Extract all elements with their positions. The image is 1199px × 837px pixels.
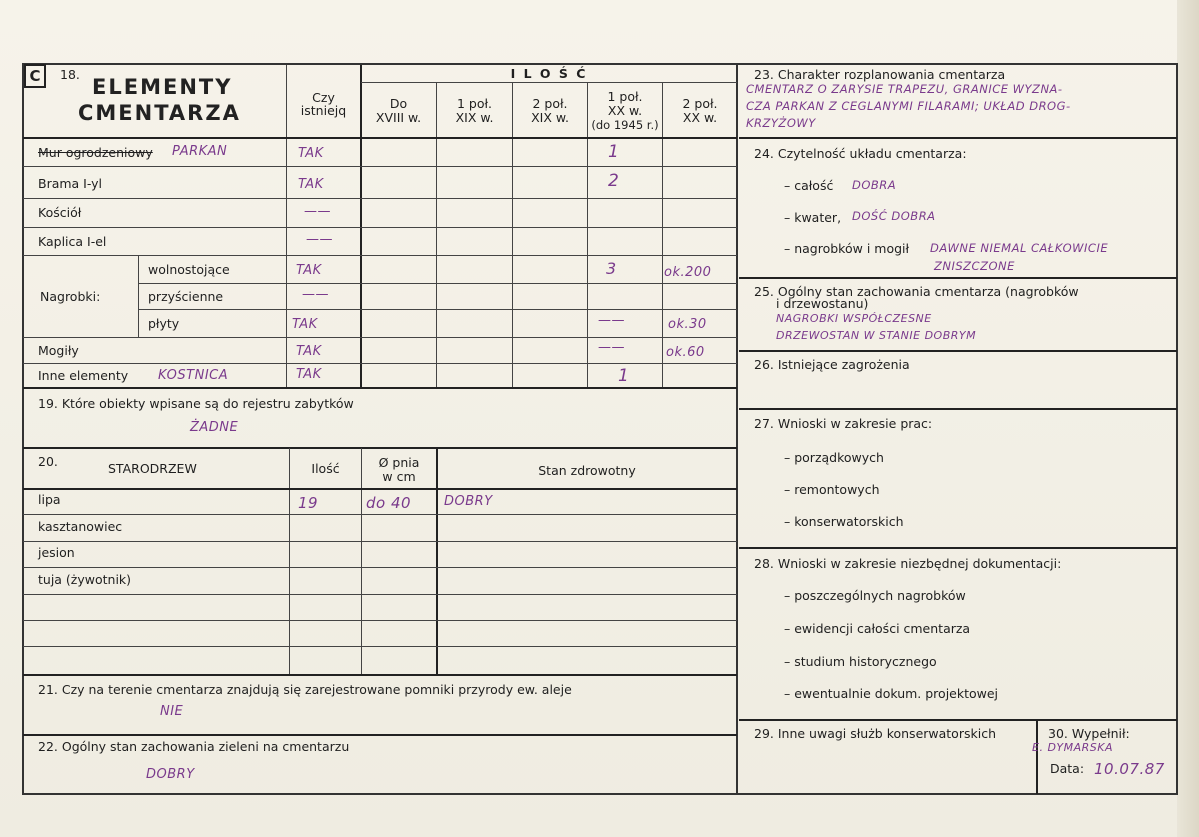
czy-header-2: istniejq [300,103,347,118]
s25-label-2: i drzewostanu) [776,296,869,311]
col-1pol-xx-2: XX w. [607,103,643,118]
s21-answer: NIE [160,704,184,719]
nag-plyty-czy: TAK [292,317,318,332]
s24-calosc-v: DOBRA [852,178,897,192]
nag-wolno-czy: TAK [296,263,322,278]
s24-label: 24. Czytelność układu cmentarza: [754,146,967,161]
row-kosciol-czy: —— [304,204,331,219]
s24-nagr-v2: ZNISZCZONE [934,259,1015,273]
s27-item-3: – konserwatorskich [784,514,904,529]
s25-label-1: 25. Ogólny stan zachowania cmentarza (nagrobków [754,284,1079,299]
section-letter: C [24,64,46,88]
s23-label: 23. Charakter rozplanowania cmentarza [754,67,1006,82]
s25-v1: NAGROBKI WSPÓŁCZESNE [776,312,932,325]
row-mogily-c4: —— [598,340,625,355]
col-xviii-2: XVIII w. [375,110,422,125]
s23-answer-3: KRZYŻOWY [746,116,816,130]
row-mur-label: Mur ogrodzeniowy [38,145,153,160]
row-inne-czy: TAK [296,367,322,382]
nag-wolno-label: wolnostojące [148,262,230,277]
s30-name: E. DYMARSKA [1032,741,1114,754]
s27-label: 27. Wnioski w zakresie prac: [754,416,933,431]
nag-wolno-c5: ok.200 [664,265,712,280]
col-1pol-xx-1: 1 poł. [607,89,643,104]
s28-item-2: – ewidencji całości cmentarza [784,621,971,636]
row-inne-label: Inne elementy [38,368,129,383]
col-2pol-xix-1: 2 poł. [532,96,568,111]
s28-item-4: – ewentualnie dokum. projektowej [784,686,999,701]
s24-kwater-v: DOŚĆ DOBRA [852,209,936,223]
s28-item-1: – poszczególnych nagrobków [784,588,966,603]
s24-kwater: – kwater, [784,210,842,225]
nagrobki-label: Nagrobki: [40,289,101,304]
s30-date-label: Data: [1050,761,1085,776]
s20-pnia-2: w cm [382,469,416,484]
nag-przysc-label: przyścienne [148,289,224,304]
row-mur-c4: 1 [608,142,620,162]
row-inne-c4: 1 [618,366,630,386]
tree-lipa-stan: DOBRY [444,494,493,509]
nag-wolno-c4: 3 [606,259,617,278]
nag-plyty-c4: —— [598,313,625,328]
tree-lipa-pnia: do 40 [366,494,412,512]
ilosc-header: I L O Ś Ć [510,66,588,81]
tree-kasztanowiec-name: kasztanowiec [38,519,123,534]
tree-tuja-name: tuja (żywotnik) [38,572,132,587]
s24-calosc: – całość [784,178,834,193]
s30-date: 10.07.87 [1094,760,1165,778]
s24-nagr-v1: DAWNE NIEMAL CAŁKOWICIE [930,241,1109,255]
row-kosciol-label: Kościół [38,205,82,220]
s22-answer: DOBRY [146,767,195,782]
row-mogily-czy: TAK [296,344,322,359]
s18-title-2: CMENTARZA [78,101,241,125]
col-2pol-xx-1: 2 poł. [682,96,718,111]
col-xviii-1: Do [389,96,408,111]
tree-jesion-name: jesion [38,545,75,560]
row-brama-c4: 2 [608,171,620,191]
s30-label: 30. Wypełnił: [1048,726,1130,741]
row-brama-czy: TAK [298,177,324,192]
czy-header-1: Czy [312,90,335,105]
s26-label: 26. Istniejące zagrożenia [754,357,910,372]
s21-label: 21. Czy na terenie cmentarza znajdują się zarejestrowane pomniki przyrody ew. aleje [38,682,572,697]
tree-lipa-ilosc: 19 [298,494,319,512]
s20-stan: Stan zdrowotny [538,463,636,478]
s19-answer: ŻADNE [190,420,239,435]
col-2pol-xix-2: XIX w. [531,110,569,125]
s22-label: 22. Ogólny stan zachowania zieleni na cmentarzu [38,739,350,754]
s27-item-2: – remontowych [784,482,880,497]
s28-item-3: – studium historycznego [784,654,937,669]
s24-nagr: – nagrobków i mogił [784,241,910,256]
s19-label: 19. Które obiekty wpisane są do rejestru zabytków [38,396,354,411]
s18-title-1: ELEMENTY [92,75,233,99]
s20-pnia-1: Ø pnia [378,455,420,470]
s18-num: 18. [60,67,80,82]
row-inne-hw: KOSTNICA [158,368,229,383]
row-mogily-label: Mogiły [38,343,79,358]
nag-plyty-label: płyty [148,316,180,331]
s23-answer-1: CMENTARZ O ZARYSIE TRAPEZU, GRANICE WYZNA- [746,82,1063,96]
s20-title: STARODRZEW [108,461,197,476]
col-1pol-xix-2: XIX w. [455,110,494,125]
row-kaplica-czy: —— [306,232,333,247]
s27-item-1: – porządkowych [784,450,884,465]
row-mogily-c5: ok.60 [666,345,705,360]
s28-label: 28. Wnioski w zakresie niezbędnej dokumentacji: [754,556,1062,571]
col-1pol-xx-3: (do 1945 r.) [591,118,659,132]
s20-ilosc: Ilość [311,461,340,476]
row-mur-hw: PARKAN [172,144,228,159]
nag-plyty-c5: ok.30 [668,317,707,332]
col-2pol-xx-2: XX w. [682,110,718,125]
tree-lipa-name: lipa [38,492,61,507]
nag-przysc-czy: —— [302,287,329,302]
row-mur-czy: TAK [298,146,324,161]
s29-label: 29. Inne uwagi służb konserwatorskich [754,726,996,741]
row-kaplica-label: Kaplica I-el [38,234,107,249]
s23-answer-2: CZA PARKAN Z CEGLANYMI FILARAMI; UKŁAD DROG- [746,99,1071,113]
card-edge [1177,0,1199,837]
col-1pol-xix-1: 1 poł. [456,96,493,111]
row-brama-label: Brama I-yl [38,176,103,191]
s25-v2: DRZEWOSTAN W STANIE DOBRYM [776,329,977,342]
s20-num: 20. [38,454,58,469]
